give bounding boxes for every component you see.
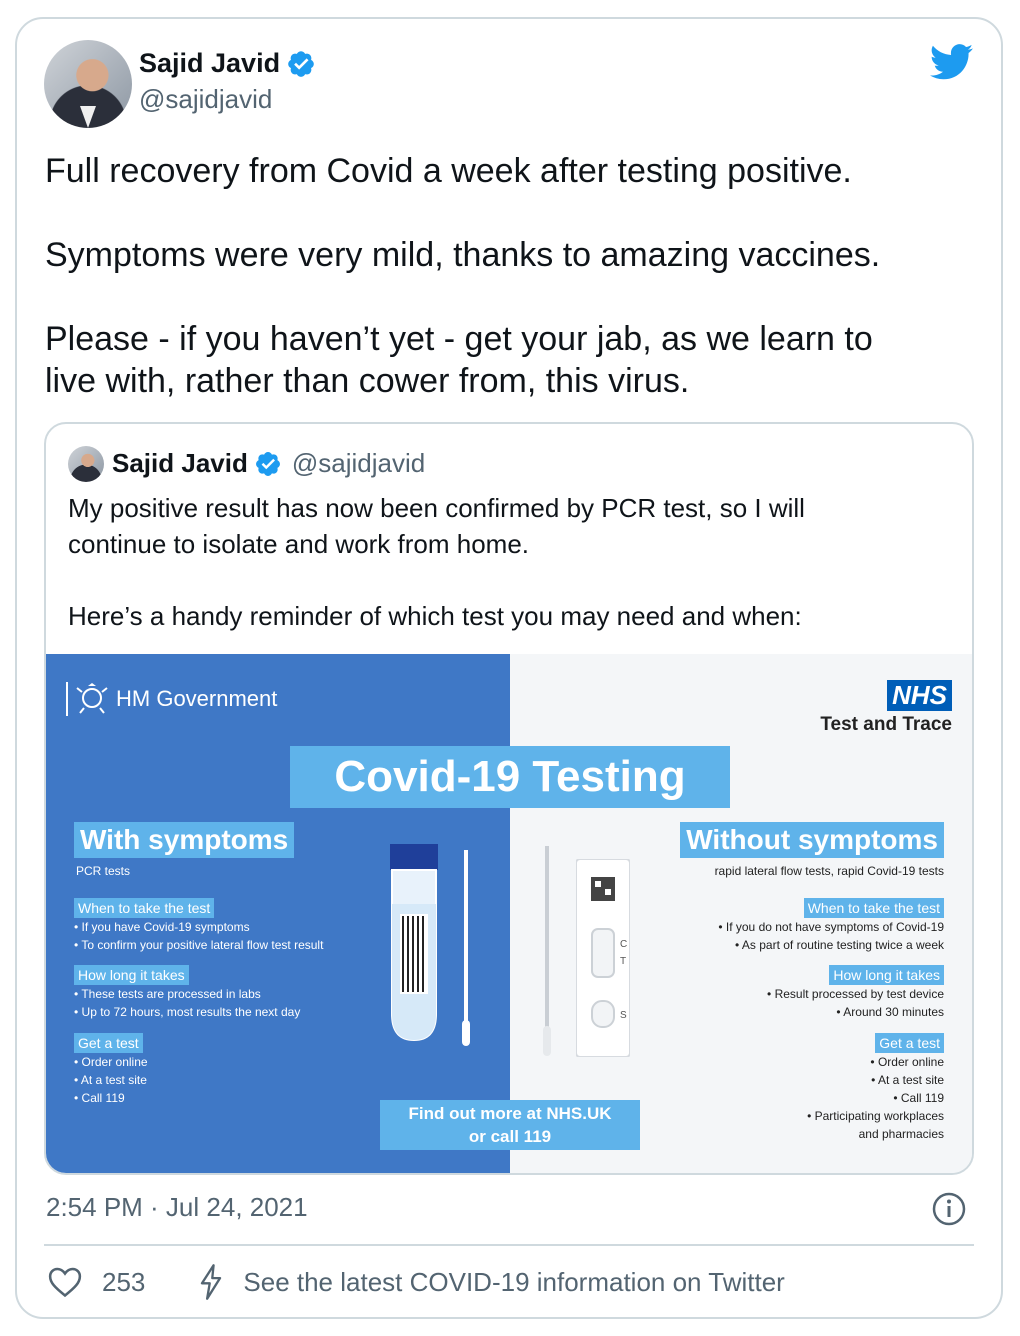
list-item: • Result processed by test device	[767, 987, 944, 1001]
list-item: • At a test site	[74, 1073, 147, 1087]
section-label: Get a test	[74, 1033, 143, 1053]
tweet-timestamp[interactable]: 2:54 PM · Jul 24, 2021	[46, 1192, 308, 1222]
list-item: • If you have Covid-19 symptoms	[74, 920, 250, 934]
quoted-text-line: My positive result has now been confirmed by PCR test, so I will	[68, 493, 805, 523]
list-item: • Call 119	[893, 1091, 944, 1105]
section-label: When to take the test	[804, 898, 944, 918]
tweet-text-line: Full recovery from Covid a week after testing positive.	[45, 152, 852, 190]
find-out-line: or call 119	[468, 1127, 552, 1146]
poster-title	[290, 746, 730, 808]
list-item: • Up to 72 hours, most results the next day	[74, 1005, 301, 1019]
lateral-flow-swab-icon	[542, 846, 552, 1056]
hm-government-text: HM Government	[116, 686, 278, 711]
tweet-text-line: Please - if you haven’t yet - get your jab, as we learn to	[45, 320, 873, 358]
list-item: • Order online	[870, 1055, 944, 1069]
royal-crest-icon	[74, 682, 110, 716]
section-label: How long it takes	[829, 965, 944, 985]
covid-info-link[interactable]: See the latest COVID-19 information on Twitter	[243, 1266, 785, 1297]
with-get-section	[74, 1033, 394, 1107]
tweet-actions	[48, 1264, 785, 1300]
heart-icon[interactable]	[48, 1266, 82, 1298]
with-when-section	[74, 898, 394, 954]
tweet-text-line: Symptoms were very mild, thanks to amazing vaccines.	[45, 236, 881, 274]
nhs-logo: NHS	[887, 680, 952, 711]
find-out-more-box[interactable]	[380, 1100, 640, 1150]
section-label: When to take the test	[74, 898, 214, 918]
hm-government-logo	[66, 682, 277, 716]
verified-badge-icon	[286, 49, 316, 79]
author-name[interactable]: Sajid Javid	[139, 48, 281, 78]
pcr-tube-icon	[388, 844, 440, 1042]
test-and-trace-label: Test and Trace	[820, 714, 952, 735]
list-item: and pharmacies	[858, 1127, 944, 1141]
section-label: How long it takes	[74, 965, 189, 985]
swab-icon	[462, 850, 470, 1046]
list-item: • Call 119	[74, 1091, 125, 1105]
find-out-line: Find out more at NHS.UK	[408, 1104, 612, 1123]
device-c-label: C	[620, 939, 628, 950]
list-item: • These tests are processed in labs	[74, 987, 261, 1001]
quoted-author-avatar	[68, 446, 104, 482]
author-name-row	[139, 48, 316, 79]
quoted-text-line: Here’s a handy reminder of which test you may need and when:	[68, 601, 802, 631]
with-symptoms-header: With symptoms	[74, 822, 294, 858]
quoted-text	[68, 490, 948, 634]
with-symptoms-sub: PCR tests	[76, 864, 131, 878]
without-get-section	[644, 1033, 944, 1143]
list-item: • If you do not have symptoms of Covid-19	[718, 920, 944, 934]
with-how-section	[74, 965, 394, 1021]
like-count[interactable]: 253	[102, 1266, 146, 1297]
device-s-label: S	[620, 1010, 627, 1021]
without-symptoms-sub: rapid lateral flow tests, rapid Covid-19 tests	[714, 864, 944, 878]
quoted-author-handle: @sajidjavid	[291, 448, 426, 478]
without-when-section	[644, 898, 944, 954]
covid-testing-poster[interactable]	[46, 654, 974, 1175]
tweet-text	[45, 150, 965, 402]
info-icon[interactable]	[932, 1192, 966, 1226]
quoted-text-line: continue to isolate and work from home.	[68, 529, 530, 559]
poster-title-text: Covid-19 Testing	[334, 752, 686, 801]
quoted-tweet[interactable]	[44, 422, 974, 1175]
twitter-bird-icon[interactable]	[930, 44, 974, 80]
list-item: • To confirm your positive lateral flow test result	[74, 938, 324, 952]
list-item: • At a test site	[871, 1073, 944, 1087]
divider	[44, 1244, 974, 1246]
lightning-bolt-icon	[197, 1264, 225, 1300]
list-item: • Participating workplaces	[807, 1109, 944, 1123]
section-label: Get a test	[875, 1033, 944, 1053]
quoted-header	[112, 448, 425, 479]
tweet-text-line: live with, rather than cower from, this virus.	[45, 362, 690, 400]
verified-badge-icon	[254, 450, 282, 478]
list-item: • Order online	[74, 1055, 148, 1069]
quoted-author-name: Sajid Javid	[112, 448, 248, 478]
without-how-section	[644, 965, 944, 1021]
list-item: • Around 30 minutes	[836, 1005, 944, 1019]
device-t-label: T	[620, 956, 627, 967]
list-item: • As part of routine testing twice a week	[735, 938, 944, 952]
without-symptoms-header: Without symptoms	[680, 822, 944, 858]
author-handle[interactable]: @sajidjavid	[139, 84, 273, 114]
author-avatar[interactable]	[44, 40, 132, 128]
